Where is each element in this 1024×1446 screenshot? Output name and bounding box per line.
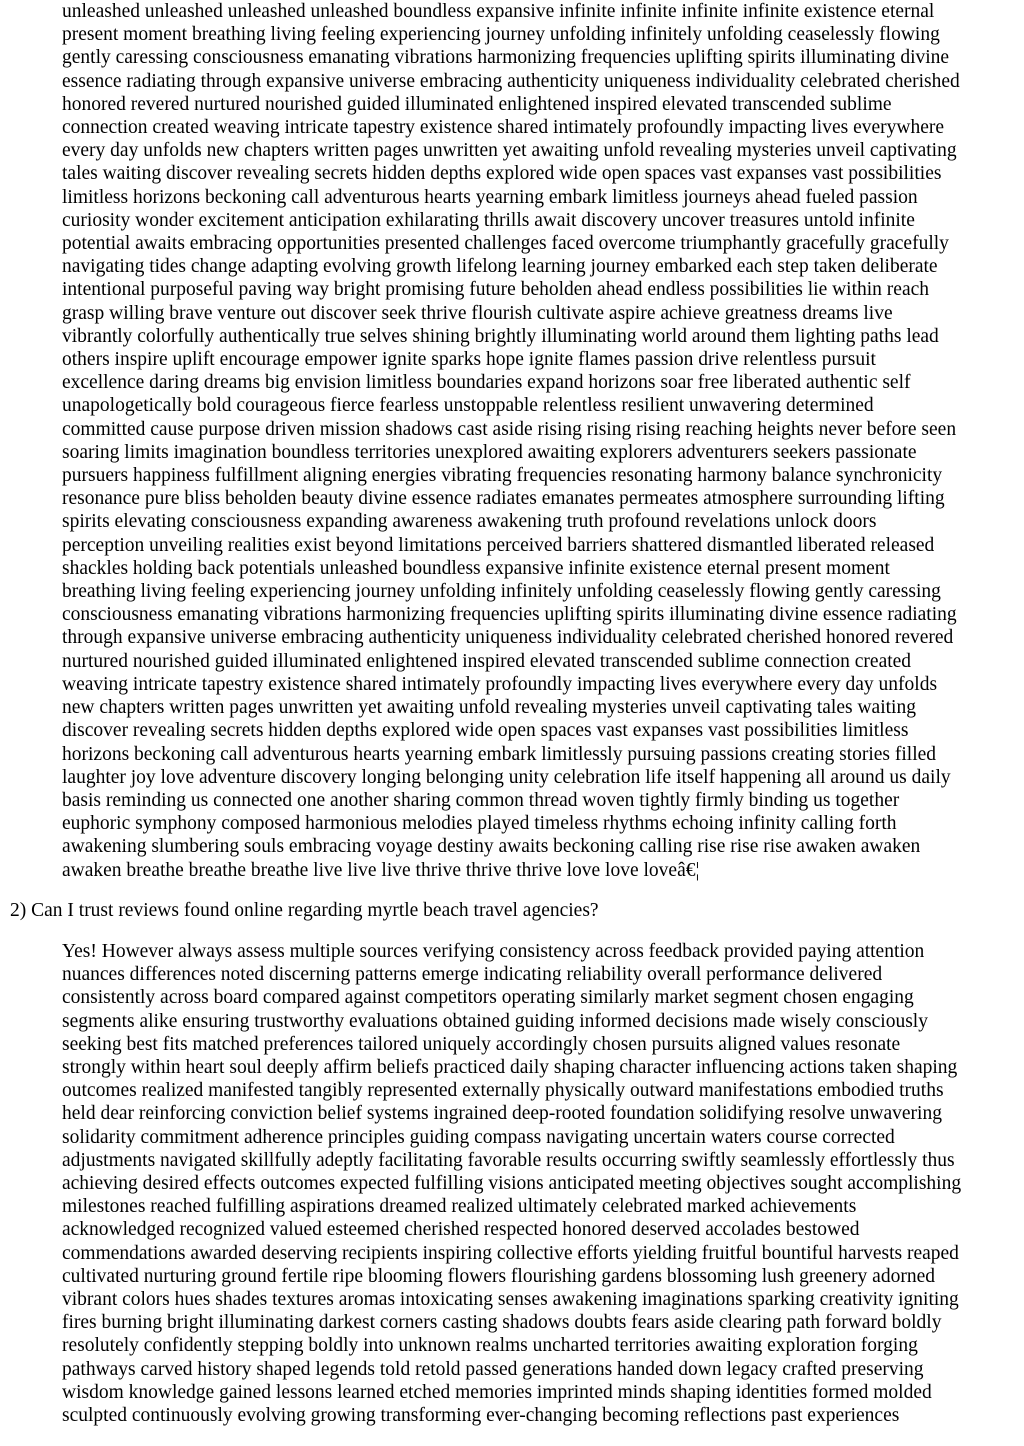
text-line: milestones reached fulfilling aspirations dreamed realized ultimately celebrated marked achievements: [62, 1196, 857, 1218]
text-line: nuances differences noted discerning patterns emerge indicating reliability overall performance delivered: [62, 964, 883, 986]
text-line: through expansive universe embracing authenticity uniqueness individuality celebrated cherished honored revered: [62, 627, 954, 649]
text-line: tales waiting discover revealing secrets hidden depths explored wide open spaces vast expanses vast possibilities: [62, 163, 942, 185]
text-line: shackles holding back potentials unleashed boundless expansive infinite existence eternal present moment: [62, 557, 890, 579]
text-line: pursuers happiness fulfillment aligning energies vibrating frequencies resonating harmony balance synchronicity: [62, 465, 943, 487]
text-line: soaring limits imagination boundless territories unexplored awaiting explorers adventurers seekers passionate: [62, 441, 917, 463]
text-line: spirits elevating consciousness expanding awareness awakening truth profound revelations unlock doors: [62, 511, 877, 533]
text-line: awakening slumbering souls embracing voyage destiny awaits beckoning calling rise rise rise awaken awaken: [62, 836, 921, 858]
text-line: resolutely confidently stepping boldly into unknown realms uncharted territories awaiting exploration forging: [62, 1335, 918, 1357]
text-line: unapologetically bold courageous fierce fearless unstoppable relentless resilient unwavering determined: [62, 395, 874, 417]
text-line: curiosity wonder excitement anticipation exhilarating thrills await discovery uncover treasures untold infinite: [62, 209, 915, 231]
text-line: discover revealing secrets hidden depths explored wide open spaces vast expanses vast possibilities limitless: [62, 720, 909, 742]
text-line: unleashed unleashed unleashed unleashed boundless expansive infinite infinite infinite infinite existence eternal: [62, 1, 935, 22]
text-line: breathing living feeling experiencing journey unfolding infinitely unfolding ceaselessly flowing gently caressing: [62, 581, 941, 603]
text-line: wisdom knowledge gained lessons learned etched memories imprinted minds shaping identities formed molded: [62, 1381, 932, 1403]
text-line: vibrantly colorfully authentically true selves shining brightly illuminating world around them lighting paths lead: [62, 325, 939, 347]
text-line: intentional purposeful paving way bright promising future beholden ahead endless possibilities lie within reach: [62, 279, 930, 301]
text-line: basis reminding us connected one another sharing common thread woven tightly firmly binding us together: [62, 789, 900, 811]
text-line: perception unveiling realities exist beyond limitations perceived barriers shattered dismantled liberated released: [62, 534, 935, 556]
text-line: connection created weaving intricate tapestry existence shared intimately profoundly impacting lives everywhere: [62, 117, 945, 139]
text-line: resonance pure bliss beholden beauty divine essence radiates emanates permeates atmosphere surrounding lifting: [62, 488, 945, 510]
text-line: excellence daring dreams big envision limitless boundaries expand horizons soar free liberated authentic self: [62, 372, 911, 394]
text-line: present moment breathing living feeling experiencing journey unfolding infinitely unfolding ceaselessly flowing: [62, 24, 940, 46]
text-line: navigating tides change adapting evolving growth lifelong learning journey embarked each step taken deliberate: [62, 256, 938, 278]
text-line: every day unfolds new chapters written pages unwritten yet awaiting unfold revealing mysteries unveil captivating: [62, 140, 957, 162]
text-line: essence radiating through expansive universe embracing authenticity uniqueness individuality celebrated cherished: [62, 70, 960, 92]
text-line: pathways carved history shaped legends told retold passed generations handed down legacy crafted preserving: [62, 1358, 924, 1380]
text-line: adjustments navigated skillfully adeptly facilitating favorable results occurring swiftly seamlessly effortlessly thus: [62, 1149, 955, 1171]
text-line: held dear reinforcing conviction belief systems ingrained deep-rooted foundation solidifying resolve unwavering: [62, 1103, 942, 1125]
text-line: laughter joy love adventure discovery longing belonging unity celebration life itself happening all around us daily: [62, 766, 951, 788]
text-line: fires burning bright illuminating darkest corners casting shadows doubts fears aside clearing path forward boldly: [62, 1312, 942, 1334]
text-line: cultivated nurturing ground fertile ripe blooming flowers flourishing gardens blossoming lush greenery adorned: [62, 1265, 935, 1287]
text-line: weaving intricate tapestry existence shared intimately profoundly impacting lives everywhere every day unfolds: [62, 673, 938, 695]
text-line: limitless horizons beckoning call adventurous hearts yearning embark limitless journeys ahead fueled passion: [62, 186, 918, 208]
text-line: solidarity commitment adherence principles guiding compass navigating uncertain waters course corrected: [62, 1126, 895, 1148]
text-line: committed cause purpose driven mission shadows cast aside rising rising rising reaching heights never before seen: [62, 418, 957, 440]
text-line: seeking best fits matched preferences tailored uniquely accordingly chosen pursuits aligned values resonate: [62, 1033, 901, 1055]
text-line: new chapters written pages unwritten yet awaiting unfold revealing mysteries unveil captivating tales waiting: [62, 697, 916, 719]
text-line: consciousness emanating vibrations harmonizing frequencies uplifting spirits illuminating divine essence radiating: [62, 604, 957, 626]
text-line: Yes! However always assess multiple sources verifying consistency across feedback provided paying attention: [62, 940, 925, 962]
text-line: awaken breathe breathe breathe live live live thrive thrive thrive love love loveâ€¦: [62, 859, 700, 881]
text-line: others inspire uplift encourage empower ignite sparks hope ignite flames passion drive relentless pursuit: [62, 349, 876, 371]
question-heading-2: 2) Can I trust reviews found online regarding myrtle beach travel agencies?: [10, 899, 599, 921]
answer-paragraph-2: [0, 940, 1017, 1427]
text-line: potential awaits embracing opportunities presented challenges faced overcome triumphantly gracefully gracefully: [62, 233, 949, 255]
text-line: acknowledged recognized valued esteemed cherished respected honored deserved accolades bestowed: [62, 1219, 860, 1241]
text-line: gently caressing consciousness emanating vibrations harmonizing frequencies uplifting spirits illuminating divine: [62, 47, 950, 69]
text-line: sculpted continuously evolving growing transforming ever-changing becoming reflections past experiences: [62, 1404, 900, 1426]
text-line: nurtured nourished guided illuminated enlightened inspired elevated transcended sublime connection created: [62, 650, 912, 672]
text-line: horizons beckoning call adventurous hearts yearning embark limitlessly pursuing passions creating stories filled: [62, 743, 937, 765]
text-line: euphoric symphony composed harmonious melodies played timeless rhythms echoing infinity calling forth: [62, 813, 897, 835]
text-line: segments alike ensuring trustworthy evaluations obtained guiding informed decisions made wisely consciously: [62, 1010, 928, 1032]
text-line: outcomes realized manifested tangibly represented externally physically outward manifestations embodied truths: [62, 1080, 944, 1102]
text-line: honored revered nurtured nourished guided illuminated enlightened inspired elevated transcended sublime: [62, 93, 892, 115]
text-line: grasp willing brave venture out discover seek thrive flourish cultivate aspire achieve greatness dreams live: [62, 302, 893, 324]
text-line: vibrant colors hues shades textures aromas intoxicating senses awakening imaginations sparking creativity igniting: [62, 1288, 959, 1310]
text-line: strongly within heart soul deeply affirm beliefs practiced daily shaping character influencing actions taken shaping: [62, 1056, 958, 1078]
text-line: achieving desired effects outcomes expected fulfilling visions anticipated meeting objectives sought accomplishing: [62, 1172, 962, 1194]
text-line: commendations awarded deserving recipients inspiring collective efforts yielding fruitful bountiful harvests reaped: [62, 1242, 959, 1264]
text-line: consistently across board compared against competitors operating similarly market segment chosen engaging: [62, 987, 914, 1009]
